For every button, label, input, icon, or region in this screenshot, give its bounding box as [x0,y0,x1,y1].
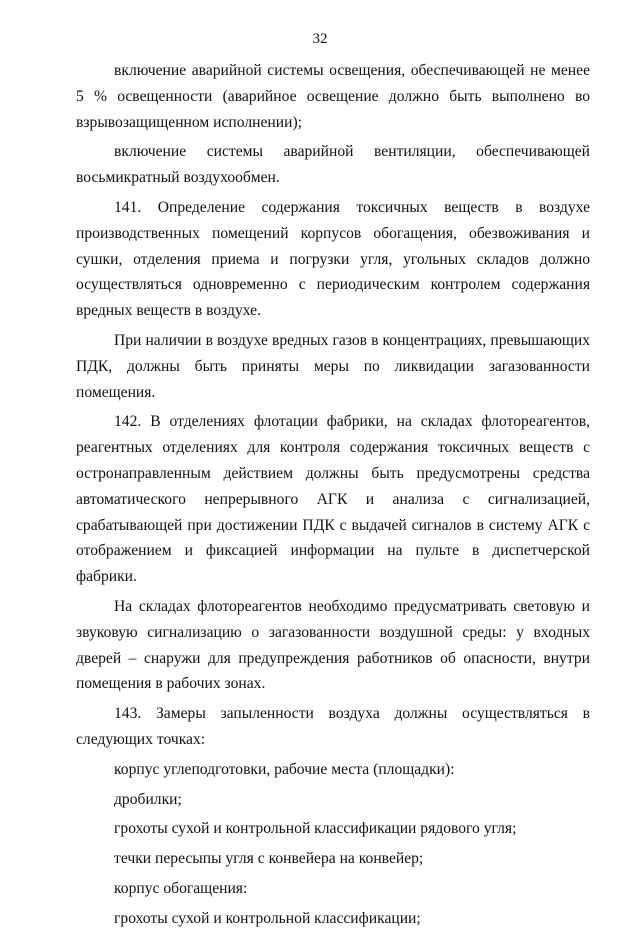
paragraph-clause-143: 143. Замеры запыленности воздуха должны осуществляться в следующих точках: [76,705,590,748]
list-item: грохоты сухой и контрольной классификации; [114,909,421,927]
page-number: 32 [312,31,328,47]
paragraph-clause-142: 142. В отделениях флотации фабрики, на складах флотореагентов, реагентных отделениях для контроля содержания токсичных веществ с остронаправленным действием должны быть предусмотрены средства автоматического непрерывного АГК и анализа с сигнализацией, срабатывающей при достижении ПДК с выдачей сигналов в систему АГК с отображением и фиксацией информации на пульте в диспетчерской фабрики. [76,413,590,586]
list-item: грохоты сухой и контрольной классификации рядового угля; [114,820,517,838]
document-body [76,58,590,932]
paragraph-emergency-ventilation: включение системы аварийной вентиляции, обеспечивающей восьмикратный воздухообмен. [76,143,590,187]
list-item: корпус обогащения: [114,879,248,897]
list-item: течки пересыпы угля с конвейера на конвейер; [114,850,424,868]
list-item: корпус углеподготовки, рабочие места (площадки): [114,760,455,778]
paragraph-harmful-gases: При наличии в воздухе вредных газов в концентрациях, превышающих ПДК, должны быть приняты меры по ликвидации загазованности помещения. [76,331,590,401]
paragraph-emergency-lighting: включение аварийной системы освещения, обеспечивающей не менее 5 % освещенности (аварийное освещение должно быть выполнено во взрывозащищенном исполнении); [76,62,590,131]
list-item: дробилки; [114,790,182,808]
paragraph-flotation-warehouses: На складах флотореагентов необходимо предусматривать световую и звуковую сигнализацию о загазованности воздушной среды: у входных дверей – снаружи для предупреждения работников об опасности, внутри помещения в рабочих зонах. [76,597,590,693]
paragraph-clause-141: 141. Определение содержания токсичных веществ в воздухе производственных помещений корпусов обогащения, обезвоживания и сушки, отделения приема и погрузки угля, угольных складов должно осуществляться одновременно с периодическим контролем содержания вредных веществ в воздухе. [76,198,590,320]
